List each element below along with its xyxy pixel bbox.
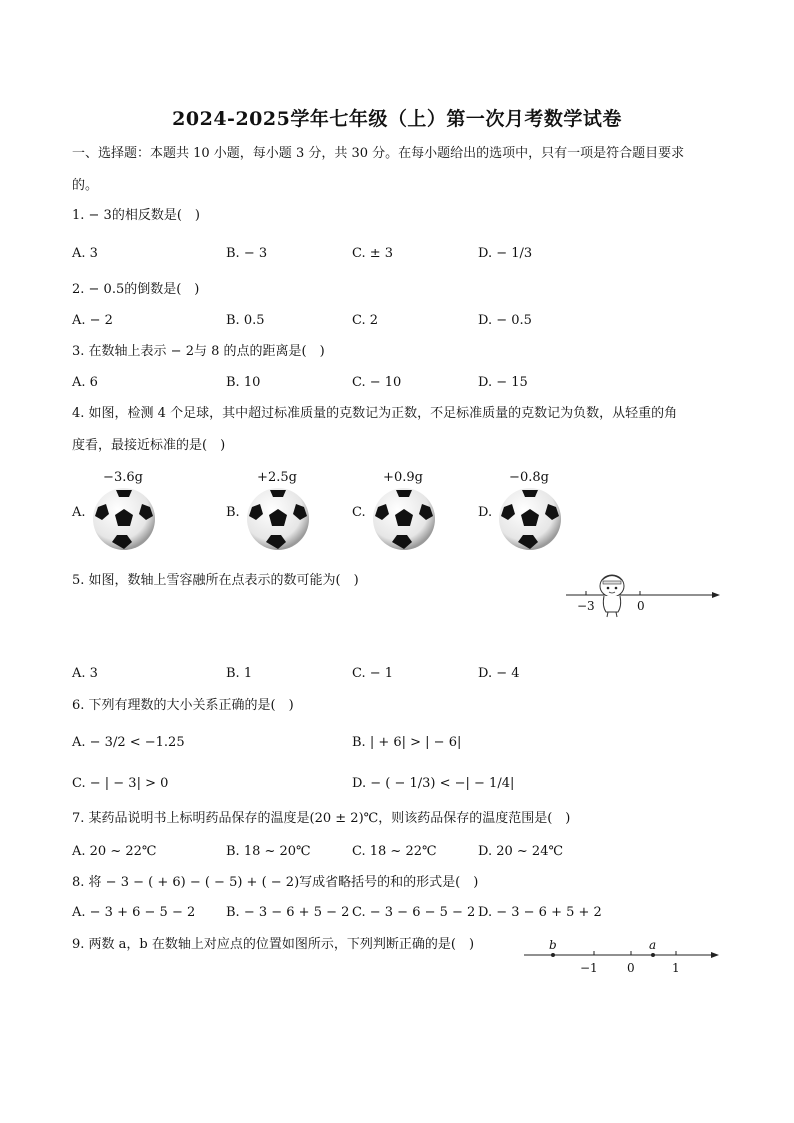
q2-option-a[interactable]: A. − 2 — [72, 313, 113, 328]
question-7-stem: 7. 某药品说明书上标明药品保存的温度是(20 ± 2)℃，则该药品保存的温度范围是( ) — [72, 811, 571, 826]
question-9-stem: 9. 两数 a，b 在数轴上对应点的位置如图所示，下列判断正确的是( ) — [72, 937, 475, 952]
q9-axis-label-neg1: −1 — [580, 961, 598, 975]
ball-d-weight: −0.8g — [509, 470, 549, 485]
q2-option-d[interactable]: D. − 0.5 — [478, 313, 532, 328]
q5-option-b[interactable]: B. 1 — [226, 666, 253, 681]
q3-option-c[interactable]: C. − 10 — [352, 375, 402, 390]
soccer-ball-d-icon — [498, 487, 562, 551]
question-6-stem: 6. 下列有理数的大小关系正确的是( ) — [72, 698, 294, 713]
q7-option-d[interactable]: D. 20 ~ 24℃ — [478, 844, 564, 859]
soccer-ball-a-icon — [92, 487, 156, 551]
question-3-stem: 3. 在数轴上表示 − 2与 8 的点的距离是( ) — [72, 344, 325, 359]
question-5-stem: 5. 如图，数轴上雪容融所在点表示的数可能为( ) — [72, 573, 359, 588]
q5-option-d[interactable]: D. − 4 — [478, 666, 520, 681]
soccer-ball-c-icon — [372, 487, 436, 551]
q2-option-b[interactable]: B. 0.5 — [226, 313, 265, 328]
q9-axis-label-0: 0 — [627, 961, 635, 975]
q7-option-b[interactable]: B. 18 ~ 20℃ — [226, 844, 311, 859]
section-instructions: 一、选择题：本题共 10 小题，每小题 3 分，共 30 分。在每小题给出的选项中，只有一项是符合题目要求 — [72, 146, 685, 161]
q6-option-b[interactable]: B. | + 6| > | − 6| — [352, 735, 462, 750]
q3-option-b[interactable]: B. 10 — [226, 375, 261, 390]
q6-option-a[interactable]: A. − 3/2 < −1.25 — [72, 735, 185, 750]
q7-option-a[interactable]: A. 20 ~ 22℃ — [72, 844, 157, 859]
q1-option-a[interactable]: A. 3 — [72, 246, 98, 261]
q6-option-d[interactable]: D. − ( − 1/3) < −| − 1/4| — [352, 776, 515, 791]
section-instructions-cont: 的。 — [72, 178, 99, 193]
q4-option-a[interactable]: A. — [72, 505, 86, 520]
q3-option-d[interactable]: D. − 15 — [478, 375, 528, 390]
question-2-stem: 2. − 0.5的倒数是( ) — [72, 282, 200, 297]
ball-a-weight: −3.6g — [103, 470, 143, 485]
q5-option-c[interactable]: C. − 1 — [352, 666, 394, 681]
q5-axis-label-0: 0 — [637, 599, 645, 613]
snow-mascot-icon — [600, 575, 624, 617]
ball-b-weight: +2.5g — [257, 470, 297, 485]
q1-option-c[interactable]: C. ± 3 — [352, 246, 394, 261]
q4-option-c[interactable]: C. — [352, 505, 366, 520]
q7-option-c[interactable]: C. 18 ~ 22℃ — [352, 844, 437, 859]
question-4-stem: 4. 如图，检测 4 个足球，其中超过标准质量的克数记为正数，不足标准质量的克数记为负数，从轻重的角 — [72, 406, 678, 421]
soccer-ball-b-icon — [246, 487, 310, 551]
q4-option-b[interactable]: B. — [226, 505, 240, 520]
q8-option-d[interactable]: D. − 3 − 6 + 5 + 2 — [478, 905, 602, 920]
q6-option-c[interactable]: C. − | − 3| > 0 — [72, 776, 169, 791]
q5-option-a[interactable]: A. 3 — [72, 666, 98, 681]
question-1-stem: 1. − 3的相反数是( ) — [72, 208, 200, 223]
q5-axis-label-neg3: −3 — [577, 599, 595, 613]
q8-option-a[interactable]: A. − 3 + 6 − 5 − 2 — [72, 905, 196, 920]
question-8-stem: 8. 将 − 3 − ( + 6) − ( − 5) + ( − 2)写成省略括号的和的形式是( ) — [72, 875, 479, 890]
q1-option-d[interactable]: D. − 1/3 — [478, 246, 533, 261]
q1-option-b[interactable]: B. − 3 — [226, 246, 268, 261]
q2-option-c[interactable]: C. 2 — [352, 313, 379, 328]
q4-option-d[interactable]: D. — [478, 505, 493, 520]
q9-axis-label-1: 1 — [672, 961, 680, 975]
question-4-stem-cont: 度看，最接近标准的是( ) — [72, 438, 226, 453]
ball-c-weight: +0.9g — [383, 470, 423, 485]
q9-axis-label-b: b — [549, 938, 557, 952]
q9-axis-label-a: a — [649, 938, 657, 952]
q8-option-b[interactable]: B. − 3 − 6 + 5 − 2 — [226, 905, 350, 920]
page-title: 2024-2025学年七年级（上）第一次月考数学试卷 — [172, 108, 622, 130]
q8-option-c[interactable]: C. − 3 − 6 − 5 − 2 — [352, 905, 476, 920]
q3-option-a[interactable]: A. 6 — [72, 375, 98, 390]
